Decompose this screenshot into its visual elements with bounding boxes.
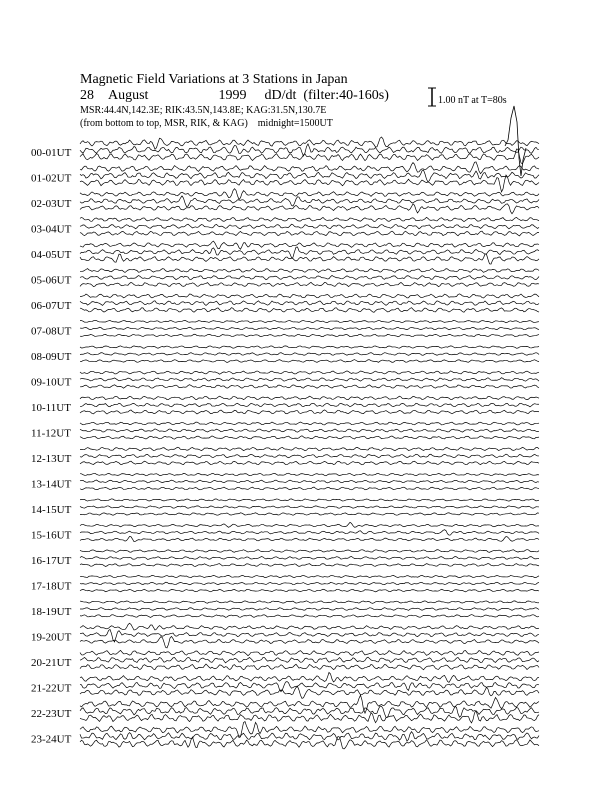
trace-msr: [80, 175, 539, 192]
trace-msr: [80, 204, 539, 214]
date-day: 28: [80, 88, 94, 103]
trace-kag: [80, 575, 539, 577]
trace-kag: [80, 217, 539, 221]
trace-kag: [80, 650, 539, 655]
trace-msr: [80, 537, 539, 542]
trace-kag: [80, 396, 539, 399]
trace-msr: [80, 513, 539, 515]
hour-label: 19-20UT: [31, 631, 72, 644]
trace-rik: [80, 196, 539, 207]
trace-kag: [80, 294, 539, 298]
trace-rik: [80, 506, 539, 508]
trace-msr: [80, 636, 539, 647]
hour-label: 05-06UT: [31, 274, 72, 287]
trace-rik: [80, 480, 539, 483]
trace-kag: [80, 269, 539, 273]
hour-label: 18-19UT: [31, 606, 72, 618]
trace-rik: [80, 378, 539, 381]
trace-msr: [80, 149, 539, 164]
trace-kag: [80, 672, 539, 682]
trace-rik: [80, 582, 539, 585]
hour-label: 01-02UT: [31, 172, 72, 185]
trace-rik: [80, 224, 539, 229]
trace-kag: [80, 499, 539, 501]
trace-kag: [80, 241, 539, 249]
trace-msr: [80, 254, 539, 264]
hour-label: 03-04UT: [31, 223, 72, 236]
hour-label: 08-09UT: [31, 351, 72, 363]
trace-kag: [80, 162, 539, 174]
hour-label: 12-13UT: [31, 453, 72, 465]
trace-kag: [80, 601, 539, 603]
trace-msr: [80, 664, 539, 670]
hour-label: 09-10UT: [31, 376, 72, 389]
trace-rik: [80, 454, 539, 458]
trace-rik: [80, 301, 539, 306]
trace-rik: [80, 682, 539, 692]
trace-rik: [80, 657, 539, 663]
hour-label: 11-12UT: [31, 427, 71, 440]
trace-msr: [80, 711, 539, 723]
trace-kag: [80, 447, 539, 450]
trace-rik: [80, 403, 539, 407]
trace-msr: [80, 436, 539, 439]
trace-msr: [80, 589, 539, 592]
trace-rik: [80, 706, 539, 717]
hour-label: 17-18UT: [31, 580, 72, 593]
hour-label: 02-03UT: [31, 198, 72, 210]
scale-label: 1.00 nT at T=80s: [438, 95, 507, 106]
hour-label: 16-17UT: [31, 555, 72, 567]
trace-kag: [80, 522, 539, 527]
trace-rik: [80, 429, 539, 432]
component-label: dD/dt: [264, 88, 297, 103]
station-coordinates: MSR:44.4N,142.3E; RIK:43.5N,143.8E; KAG:31.5N,130.7E: [80, 105, 327, 116]
trace-msr: [80, 231, 539, 236]
date-year: 1999: [218, 88, 247, 103]
trace-rik: [80, 556, 539, 559]
hour-label: 15-16UT: [31, 529, 72, 542]
trace-kag: [80, 320, 539, 322]
hour-label: 10-11UT: [31, 402, 71, 414]
trace-kag: [80, 623, 539, 630]
trace-kag: [80, 346, 539, 348]
trace-msr: [80, 736, 539, 748]
hour-label: 06-07UT: [31, 300, 72, 312]
trace-msr: [80, 410, 539, 414]
trace-msr: [80, 461, 539, 465]
trace-kag: [80, 695, 539, 713]
trace-kag: [80, 371, 539, 374]
trace-msr: [80, 308, 539, 313]
trace-kag: [80, 473, 539, 476]
hour-label: 00-01UT: [31, 147, 72, 159]
station-order-note: (from bottom to top, MSR, RIK, & KAG): [80, 118, 248, 129]
hour-label: 04-05UT: [31, 249, 72, 261]
trace-rik: [80, 353, 539, 356]
trace-rik: [80, 247, 539, 258]
hour-label: 23-24UT: [31, 733, 72, 746]
trace-msr: [80, 615, 539, 618]
trace-kag: [80, 422, 539, 425]
trace-msr: [80, 282, 539, 286]
trace-rik: [80, 732, 539, 742]
trace-msr: [80, 385, 539, 389]
hour-label: 07-08UT: [31, 325, 72, 338]
hour-label: 21-22UT: [31, 682, 72, 695]
hour-label: 22-23UT: [31, 708, 72, 720]
trace-spike: [505, 106, 526, 176]
hour-label: 13-14UT: [31, 478, 72, 491]
trace-msr: [80, 564, 539, 567]
trace-rik: [80, 530, 539, 535]
date-month: August: [108, 88, 149, 103]
midnight-note: midnight=1500UT: [257, 118, 333, 129]
trace-rik: [80, 608, 539, 611]
trace-kag: [80, 189, 539, 200]
trace-rik: [80, 327, 539, 330]
trace-msr: [80, 487, 539, 490]
trace-kag: [80, 550, 539, 553]
trace-rik: [80, 275, 539, 279]
trace-msr: [80, 686, 539, 698]
hour-label: 14-15UT: [31, 504, 72, 516]
hour-label: 20-21UT: [31, 657, 72, 669]
trace-msr: [80, 334, 539, 336]
chart-title: Magnetic Field Variations at 3 Stations in Japan: [80, 72, 348, 87]
trace-kag: [80, 722, 539, 738]
trace-msr: [80, 360, 539, 363]
filter-label: (filter:40-160s): [303, 88, 389, 103]
